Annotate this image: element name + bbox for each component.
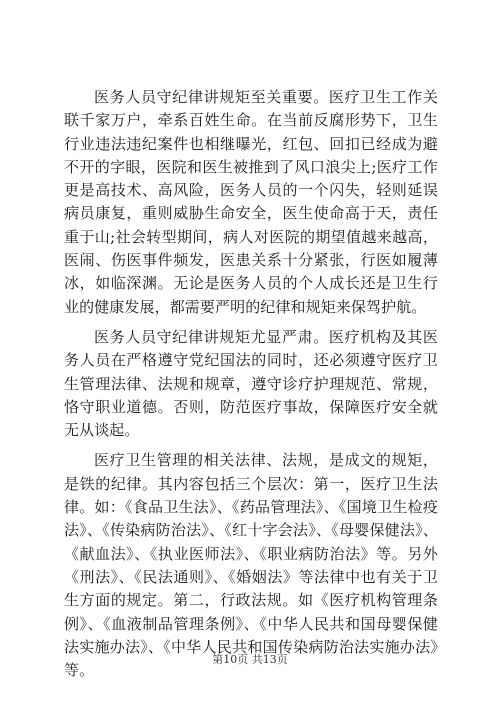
paragraph-2: 医务人员守纪律讲规矩尤显严肃。医疗机构及其医务人员在严格遵守党纪国法的同时，还必须遵守医疗卫生管理法律、法规和规章，遵守诊疗护理规范、常规，恪守职业道德。否则，防范医疗事故，保障医疗安全就无从谈起。 bbox=[64, 327, 438, 440]
page-number-footer: 第10页 共13页 bbox=[212, 653, 288, 666]
paragraph-3: 医疗卫生管理的相关法律、法规，是成文的规矩，是铁的纪律。其内容包括三个层次：第一，医疗卫生法律。如：《食品卫生法》、《药品管理法》、《国境卫生检疫法》、《传染病防治法》、《红十字会法》、《母婴保健法》、《献血法》、《执业医师法》、《职业病防治法》等。另外《刑法》、《民法通则》、《婚姻法》等法律中也有关于卫生方面的规定。第二，行政法规。如《医疗机构管理条例》、《血液制品管理条例》、《中华人民共和国母婴保健法实施办法》、《中华人民共和国传染病防治法实施办法》等。 bbox=[64, 451, 438, 680]
paragraph-1: 医务人员守纪律讲规矩至关重要。医疗卫生工作关联千家万户，牵系百姓生命。在当前反腐形势下，卫生行业违法违纪案件也相继曝光，红包、回扣已经成为避不开的字眼，医院和医生被推到了风口浪尖上;医疗工作更是高技术、高风险，医务人员的一个闪失，轻则延误病员康复，重则威胁生命安全，医生使命高于天，责任重于山;社会转型期间，病人对医院的期望值越来越高，医闹、伤医事件频发，医患关系十分紧张，行医如履薄冰，如临深渊。无论是医务人员的个人成长还是卫生行业的健康发展，都需要严明的纪律和规矩来保驾护航。 bbox=[64, 88, 438, 316]
document-body bbox=[64, 86, 438, 689]
